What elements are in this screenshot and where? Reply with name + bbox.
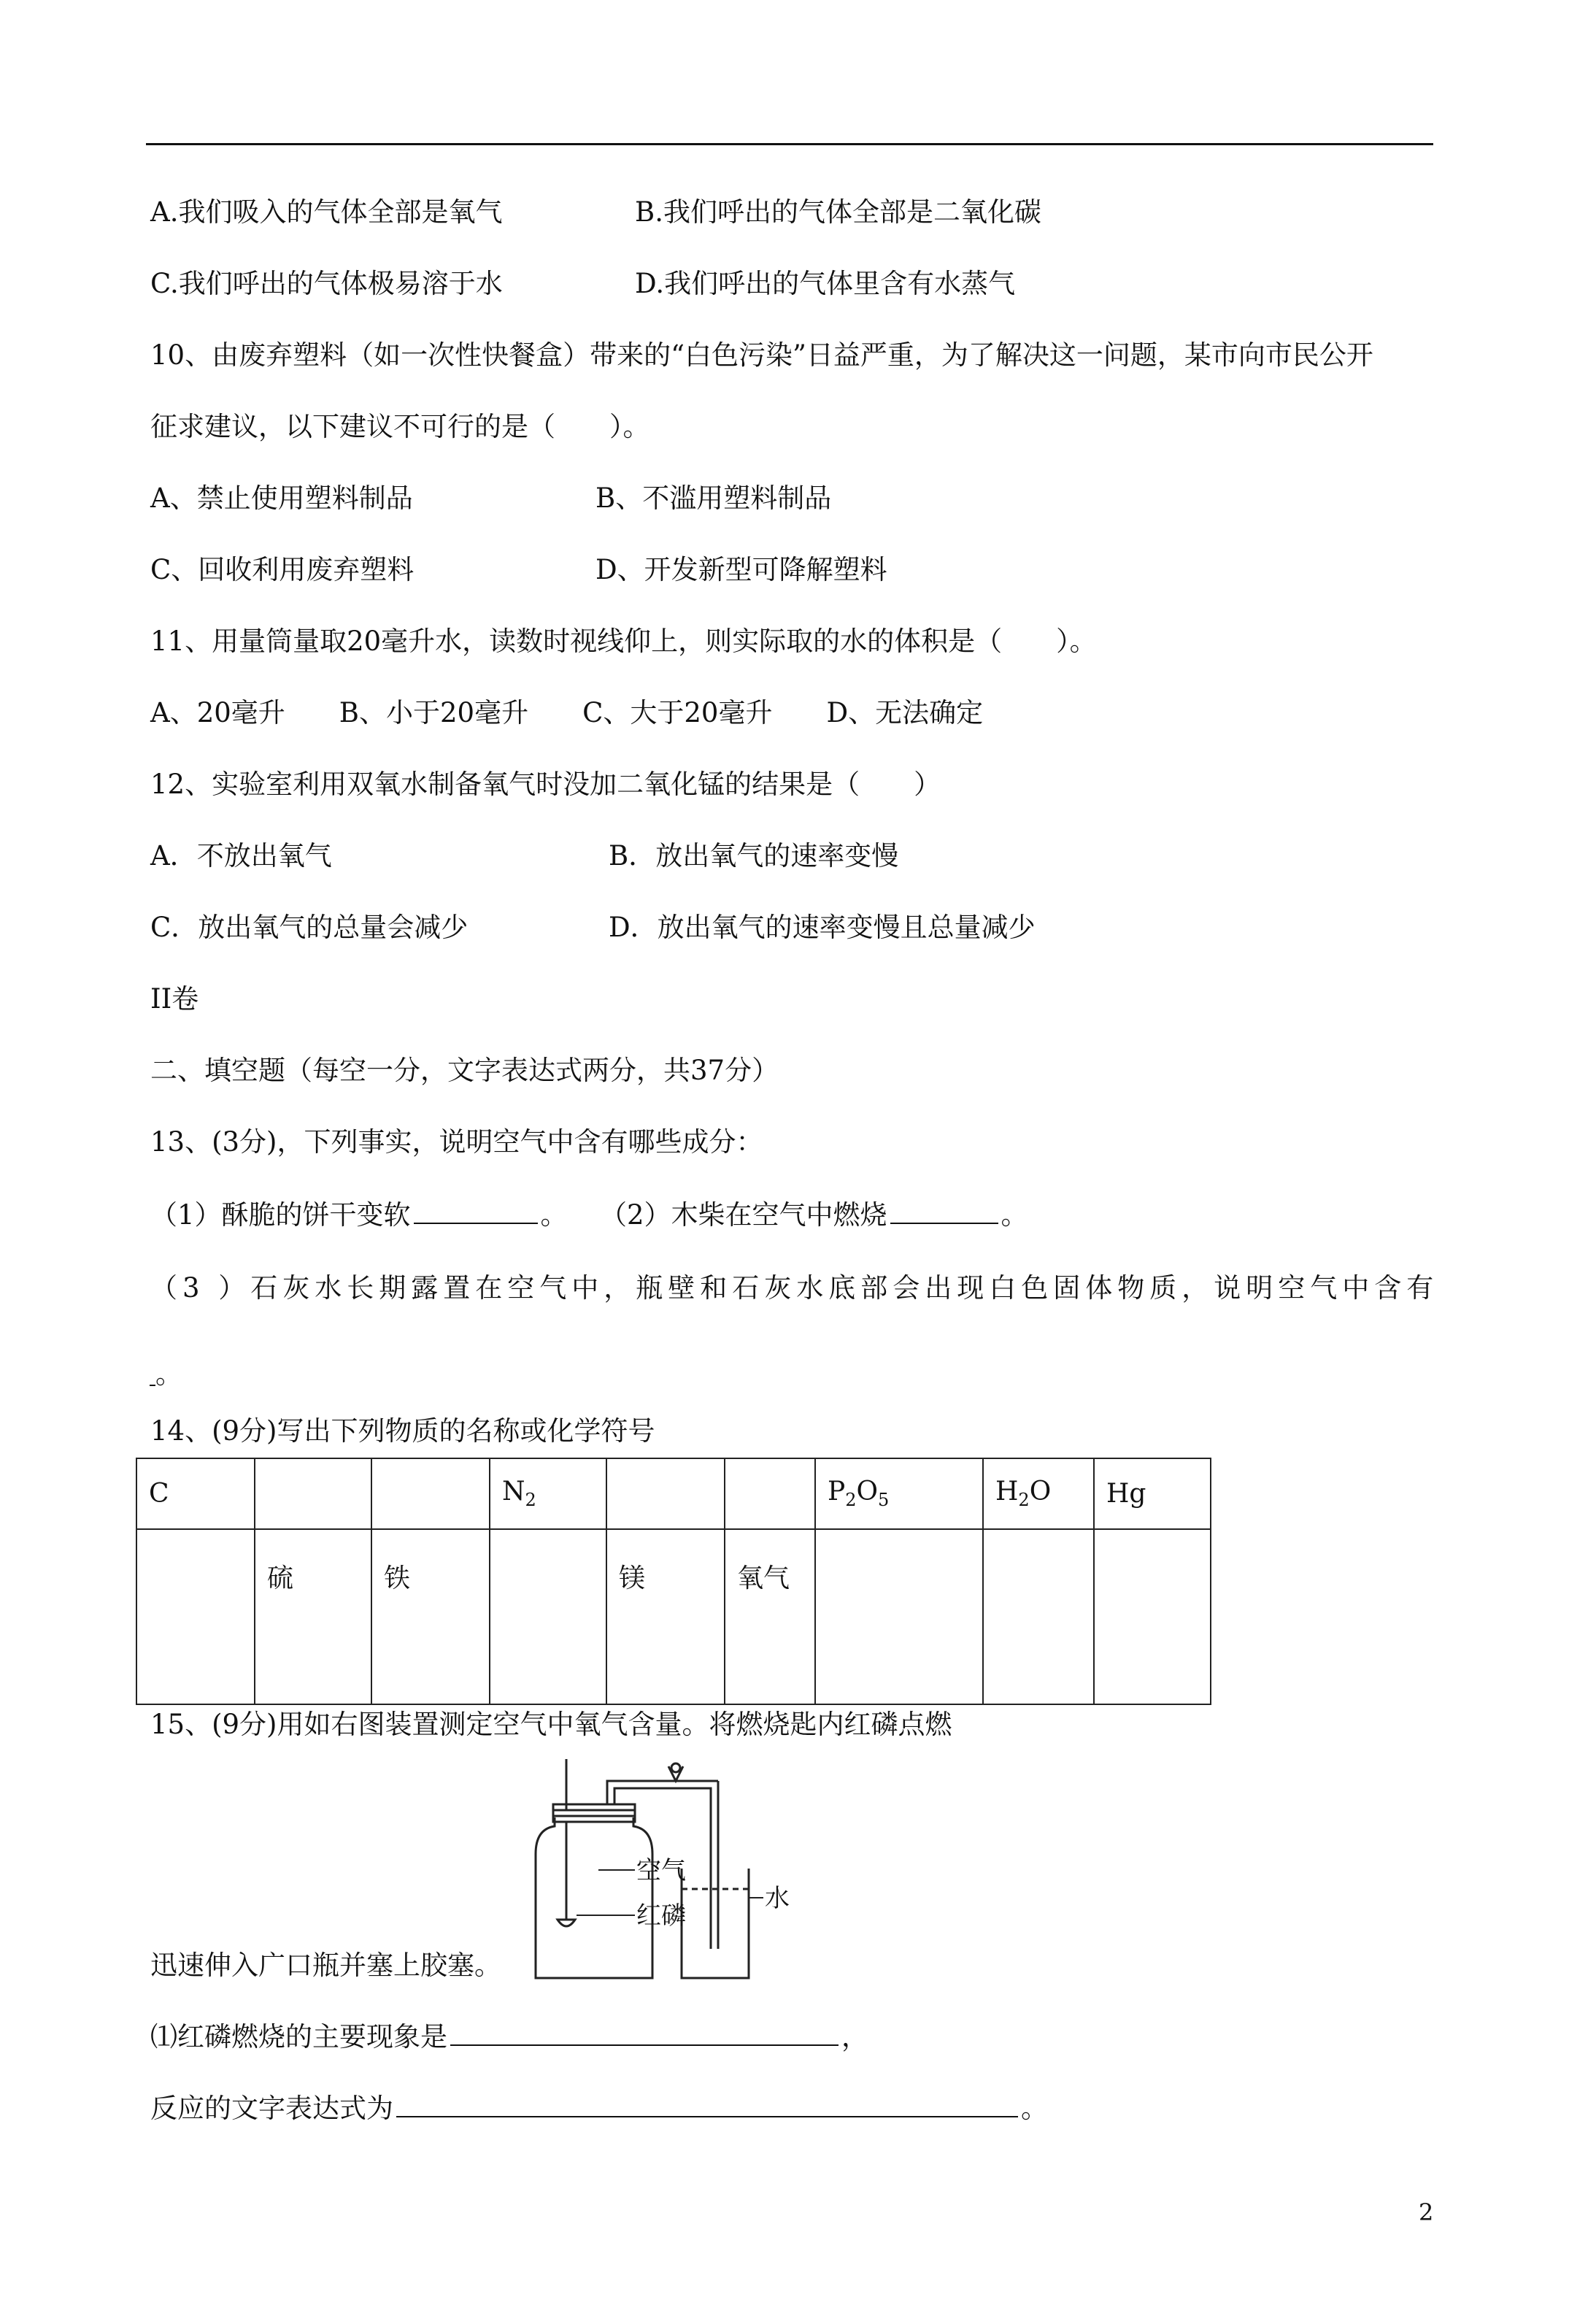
table-cell[interactable] bbox=[136, 1529, 255, 1704]
q15-stem: 15、(9分)用如右图装置测定空气中氧气含量。将燃烧匙内红磷点燃 bbox=[150, 1709, 952, 1740]
q10-option-b: B、不滥用塑料制品 bbox=[595, 482, 832, 514]
table-cell: C bbox=[136, 1458, 255, 1529]
table-cell[interactable] bbox=[255, 1458, 371, 1529]
table-cell: 氧气 bbox=[725, 1529, 815, 1704]
table-cell[interactable] bbox=[983, 1529, 1094, 1704]
q15-continuation: 迅速伸入广口瓶并塞上胶塞。 bbox=[150, 1950, 501, 1981]
q11-stem: 11、用量筒量取20毫升水，读数时视线仰上，则实际取的水的体积是（ ）。 bbox=[150, 626, 1097, 657]
wide-mouth-jar bbox=[536, 1817, 652, 1978]
q15-part1-end: ， bbox=[841, 2021, 868, 2052]
q15-part2-text: 反应的文字表达式为 bbox=[150, 2093, 393, 2124]
q9-option-c: C.我们呼出的气体极易溶于水 bbox=[150, 268, 503, 299]
table-row bbox=[136, 1458, 1211, 1529]
table-cell: Hg bbox=[1094, 1458, 1211, 1529]
q12-option-c: C．放出氧气的总量会减少 bbox=[150, 912, 469, 943]
beaker bbox=[682, 1869, 749, 1978]
label-water: 水 bbox=[765, 1885, 790, 1912]
q15-part1 bbox=[150, 2019, 868, 2055]
connecting-tube bbox=[607, 1781, 718, 1804]
table-cell: 镁 bbox=[606, 1529, 725, 1704]
q13-part2 bbox=[600, 1197, 1028, 1234]
table-cell[interactable] bbox=[490, 1529, 606, 1704]
q13-part3: （3 ）石灰水长期露置在空气中，瓶壁和石灰水底部会出现白色固体物质，说明空气中含有 bbox=[150, 1272, 1439, 1304]
q12-stem: 12、实验室利用双氧水制备氧气时没加二氧化锰的结果是（ ） bbox=[150, 769, 941, 800]
table-cell[interactable] bbox=[371, 1458, 490, 1529]
q13-part1-end: 。 bbox=[540, 1199, 568, 1231]
q12-option-a: A．不放出氧气 bbox=[150, 840, 332, 872]
answer-blank[interactable] bbox=[414, 1201, 538, 1224]
table-cell: $N_2$ bbox=[490, 1458, 606, 1529]
answer-blank[interactable] bbox=[450, 2023, 839, 2046]
q12-option-d: D．放出氧气的速率变慢且总量减少 bbox=[609, 912, 1036, 943]
q10-option-d: D、开发新型可降解塑料 bbox=[595, 554, 887, 585]
volume-heading: II卷 bbox=[150, 983, 199, 1015]
q10-stem-line2: 征求建议，以下建议不可行的是（ ）。 bbox=[150, 411, 650, 442]
q14-stem: 14、(9分)写出下列物质的名称或化学符号 bbox=[150, 1415, 655, 1447]
q9-option-b: B.我们呼出的气体全部是二氧化碳 bbox=[635, 196, 1041, 228]
q13-part1-text: （1）酥脆的饼干变软 bbox=[150, 1199, 411, 1231]
q15-part2 bbox=[150, 2090, 1048, 2127]
answer-blank[interactable] bbox=[396, 2094, 1018, 2117]
combustion-spoon bbox=[558, 1920, 575, 1926]
answer-blank[interactable] bbox=[890, 1201, 998, 1224]
section-title: 二、填空题（每空一分，文字表达式两分，共37分） bbox=[150, 1055, 779, 1086]
table-cell[interactable] bbox=[815, 1529, 983, 1704]
label-air: 空气 bbox=[636, 1857, 686, 1885]
q12-option-b: B．放出氧气的速率变慢 bbox=[609, 840, 899, 872]
q10-option-a: A、禁止使用塑料制品 bbox=[150, 482, 413, 514]
page-number: 2 bbox=[1419, 2198, 1434, 2226]
label-red-phosphorus: 红磷 bbox=[636, 1902, 686, 1930]
q15-part2-end: 。 bbox=[1021, 2093, 1048, 2124]
q13-part3-blank[interactable] bbox=[150, 1356, 182, 1393]
q13-part3-end: 。 bbox=[155, 1358, 182, 1390]
header-rule bbox=[146, 143, 1433, 145]
table-cell: 铁 bbox=[371, 1529, 490, 1704]
q13-stem: 13、(3分)，下列事实，说明空气中含有哪些成分： bbox=[150, 1126, 763, 1158]
short-blank bbox=[150, 1385, 155, 1386]
table-cell: $P_2O_5$ bbox=[815, 1458, 983, 1529]
table-cell[interactable] bbox=[725, 1458, 815, 1529]
q13-part2-end: 。 bbox=[1001, 1199, 1028, 1231]
q10-stem-line1: 10、由废弃塑料（如一次性快餐盒）带来的“白色污染”日益严重，为了解决这一问题，某市向市民公开 bbox=[150, 339, 1373, 371]
q11-options: A、20毫升 B、小于20毫升 C、大于20毫升 D、无法确定 bbox=[150, 697, 984, 728]
apparatus-figure bbox=[525, 1759, 832, 1985]
q15-part1-text: ⑴红磷燃烧的主要现象是 bbox=[150, 2021, 447, 2052]
q13-part2-text: （2）木柴在空气中燃烧 bbox=[600, 1199, 887, 1231]
q9-option-a: A.我们吸入的气体全部是氧气 bbox=[150, 196, 503, 228]
table-row bbox=[136, 1529, 1211, 1704]
symbol-table bbox=[136, 1458, 1211, 1705]
q9-option-d: D.我们呼出的气体里含有水蒸气 bbox=[635, 268, 1016, 299]
table-cell[interactable] bbox=[1094, 1529, 1211, 1704]
table-cell[interactable] bbox=[606, 1458, 725, 1529]
table-cell: $H_2O$ bbox=[983, 1458, 1094, 1529]
q10-option-c: C、回收利用废弃塑料 bbox=[150, 554, 415, 585]
table-cell: 硫 bbox=[255, 1529, 371, 1704]
q13-part1 bbox=[150, 1197, 568, 1234]
